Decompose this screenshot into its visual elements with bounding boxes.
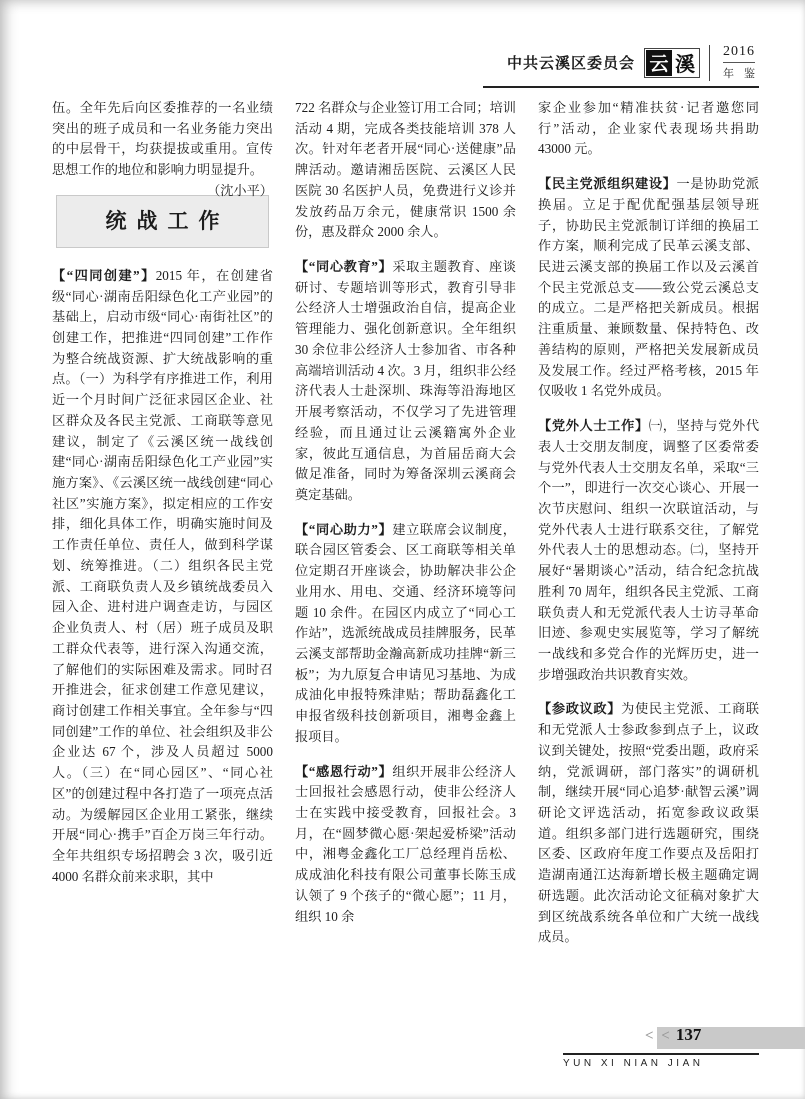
entry-text: 为使民主党派、工商联和无党派人士参政参到点子上，议政议到关键处，按照“党委出题，政府采纳，党派调研，部门落实”的调研机制，继续开展“同心追梦·献智云溪”调研论文评选活动，拓宽参政议政渠道。组织多部门进行选题研究，围绕区委、区政府年度工作要点及岳阳打造湖南通江达海新增长极主题确定调研选题。此次活动论文征稿对象扩大到区统战系统各单位和广大统一战线成员。: [538, 701, 759, 945]
yunxi-logo: [644, 48, 700, 78]
entry-heading: 【党外人士工作】: [538, 418, 649, 434]
content-columns: [52, 98, 759, 1027]
paragraph-text: 722 名群众与企业签订用工合同；培训活动 4 期，完成各类技能培训 378 人次。针对年老者开展“同心·送健康”品牌活动。邀请湘岳医院、云溪区人民医院 30 名医护人员，免费进行义诊并发放药品万余元，健康常识 1500 余份，惠及群众 2000 余人。: [295, 100, 516, 240]
page-number: 137: [675, 1025, 702, 1044]
paragraph-continuation: [52, 98, 273, 198]
logo-char-xi: 溪: [675, 54, 695, 76]
author-attribution: （沈小平）: [207, 182, 273, 198]
entry-heading: 【“感恩行动”】: [295, 763, 393, 779]
header-divider: [709, 45, 710, 81]
year-label: 2016: [723, 44, 755, 59]
paragraph-ganenxingdong: [295, 762, 516, 928]
page-header: [483, 44, 759, 88]
entry-text: 采取主题教育、座谈研讨、专题培训等形式，教育引导非公经济人士增强政治自信，提高企业管理能力、强化创新意识。全年组织 30 余位非公经济人士参加省、市各种高端培训活动 4 次。3 月，组织非公经济代表人士赴深圳、珠海等沿海地区开展考察活动，不仅学习了先进管理经验，而且通过让云溪籍寓外企业家，彼此互通信息，为首届岳商大会做足准备，同时为筹备深圳云溪商会奠定基础。: [295, 259, 516, 502]
entry-text: 组织开展非公经济人士回报社会感恩行动，使非公经济人士在实践中接受教育，回报社会。3 月，在“圆梦微心愿·架起爱桥梁”活动中，湘粤金鑫化工厂总经理肖岳松、成成油化科技有限公司董事长陈玉成认领了 9 个孩子的“微心愿”；11 月，组织 10 余: [295, 763, 516, 924]
footer-rule: [563, 1053, 759, 1055]
paragraph-canzhengyizheng: [538, 699, 759, 948]
paragraph-text: 伍。全年先后向区委推荐的一名业绩突出的班子成员和一名业务能力突出的中层骨干，均获提拔或重用。宣传思想工作的地位和影响力明显提升。: [52, 100, 273, 178]
page-number-line: [645, 1025, 701, 1045]
footer-romanized: YUN XI NIAN JIAN: [563, 1058, 704, 1069]
entry-heading: 【参政议政】: [538, 701, 622, 717]
paragraph-tongxinjiaoyu: [295, 257, 516, 506]
section-title: 统战工作: [105, 208, 230, 233]
paragraph-minzhudangpai: [538, 174, 759, 402]
entry-text: ㈠，坚持与党外代表人士交朋友制度，调整了区委常委与党外代表人士交朋友名单，采取“三个一”，即进行一次交心谈心、开展一次节庆慰问、组织一次联谊活动，与党外代表人士进行联系交往，了解党外代表人士的思想动态。㈡，坚持开展好“暑期谈心”活动，结合纪念抗战胜利 70 周年，组织各民主党派、工商联负责人和无党派代表人士访寻革命旧迹、参观史实展览等，学习了解统一战线和多党合作的光辉历史，进一步增强政治共识教育实效。: [538, 418, 759, 682]
yearbook-label: [723, 62, 755, 81]
entry-text: 一是协助党派换届。立足于配优配强基层领导班子，协助民主党派制订详细的换届工作方案，顺利完成了民革云溪支部、民进云溪支部的换届工作以及云溪首个民主党派总支——致公党云溪总支的成立。二是严格把关新成员。根据注重质量、兼顾数量、保持特色、改善结构的原则，严格把关发展新成员及发展工作。经过严格考核，2015 年仅吸收 1 名党外成员。: [538, 176, 759, 399]
entry-heading: 【民主党派组织建设】: [538, 176, 677, 192]
paragraph-text: 家企业参加“精准扶贫·记者邀您同行”活动，企业家代表现场共捐助 43000 元。: [538, 100, 759, 157]
paragraph-sitongchuangjian: [52, 266, 273, 888]
paragraph-tongxinzhuli: [295, 520, 516, 748]
page-footer: [0, 1025, 805, 1085]
org-name: 中共云溪区委员会: [506, 56, 635, 72]
paragraph-continuation: [538, 98, 759, 160]
column-3: [538, 98, 759, 1027]
section-title-box: [56, 195, 269, 248]
header-inner: [483, 44, 759, 81]
entry-text: 建立联席会议制度，联合园区管委会、区工商联等相关单位定期召开座谈会，协助解决非公企业用水、用电、交通、经济环境等问题 10 余件。在园区内成立了“同心工作站”，选派统战成员挂牌服务，民革云溪支部帮助金瀚高新成功挂牌“新三板”；为九原复合申请见习基地、为成成油化申报特殊津贴；帮助磊鑫化工申报省级科技创新项目，湘粤金鑫上报项目。: [295, 521, 516, 744]
entry-text: 2015 年，在创建省级“同心·湖南岳阳绿色化工产业园”的基础上，启动市级“同心·南街社区”的创建工作，把推进“四同创建”工作作为整合统战资源、扩大统战影响的重点。（一）为科学有序推进工作，利用近一个月时间广泛征求园区企业、社区群众及各民主党派、工商联等意见建议，制定了《云溪区统一战线创建“同心·湖南岳阳绿色化工产业园”实施方案》、《云溪区统一战线创建“同心社区”实施方案》，拟定相应的工作安排，细化具体工作，明确实施时间及工作责任单位、责任人，做到科学谋划、统筹推进。（二）组织各民主党派、工商联负责人及乡镇统战委员入园入企、进村进户调查走访，与园区企业负责人、村（居）班子成员及职工群众代表等，进行深入沟通交流，了解他们的实际困难及需求。同时召开推进会，征求创建工作意见建议，商讨创建工作相关事宜。全年参与“四同创建”工作的单位、社会组织及非公企业达 67 个，涉及人员超过 5000 人。（三）在“同心园区”、“同心社区”的创建过程中各打造了一项亮点活动。为缓解园区企业用工紧张，继续开展“同心·携手”百企万岗三年行动。全年共组织专场招聘会 3 次，吸引近 4000 名群众前来求职，其中: [52, 267, 273, 884]
column-1: [52, 98, 273, 1027]
entry-heading: 【“四同创建”】: [52, 267, 156, 283]
paragraph-dangwairenshi: [538, 416, 759, 685]
yearbook-char-nian: 年: [723, 68, 734, 80]
column-2: [295, 98, 516, 1027]
yearbook-char-jian: 鉴: [744, 68, 755, 80]
paragraph-continuation: [295, 98, 516, 243]
entry-heading: 【“同心教育”】: [295, 259, 393, 275]
year-block: [719, 44, 759, 81]
logo-char-yun: 云: [646, 50, 672, 76]
entry-heading: 【“同心助力”】: [295, 521, 393, 537]
footer-arrows-icon: < <: [645, 1028, 672, 1044]
